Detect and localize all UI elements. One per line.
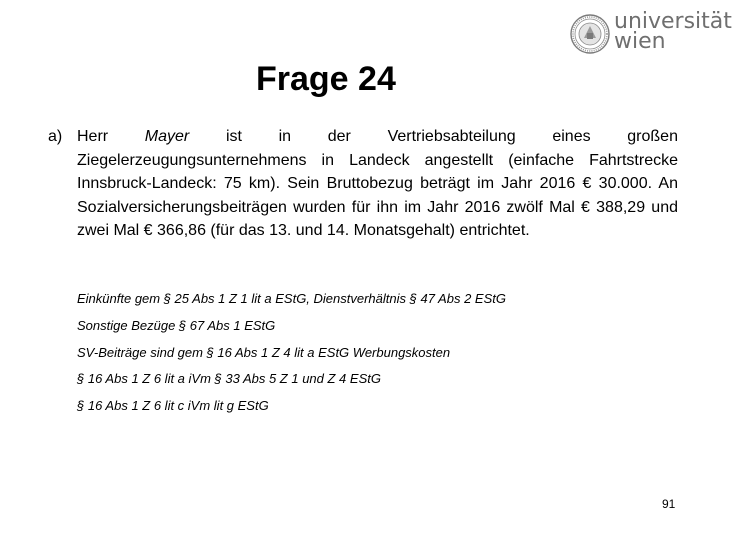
note-line: Sonstige Bezüge § 67 Abs 1 EStG xyxy=(77,317,276,333)
legal-notes xyxy=(77,290,677,424)
question-text xyxy=(77,125,678,243)
slide-title: Frage 24 xyxy=(256,60,396,98)
note-line: Einkünfte gem § 25 Abs 1 Z 1 lit a EStG, Dienstverhältnis § 47 Abs 2 EStG xyxy=(77,291,506,306)
question-block xyxy=(48,125,678,243)
question-rest: ist in der Vertriebsabteilung eines großen Ziegelerzeugungsunternehmens in Landeck angestellt (einfache Fahrtstrecke Innsbruck-Landeck: 75 km). Sein Bruttobezug beträgt im Jahr 2016 € 30.000. An Sozialversicherungsbeiträgen wurden für ihn im Jahr 2016 zwölf Mal € 388,29 und zwei Mal € 366,86 (für das 13. und 14. Monatsgehalt) entrichtet. xyxy=(77,128,678,240)
page-number: 91 xyxy=(662,497,676,511)
note-line: SV-Beiträge sind gem § 16 Abs 1 Z 4 lit a EStG Werbungskosten xyxy=(77,344,451,360)
question-marker: a) xyxy=(48,128,63,145)
logo-line-1: universität xyxy=(614,9,732,34)
university-seal-icon xyxy=(570,14,610,54)
logo-line-2: wien xyxy=(614,29,666,54)
question-name: Mayer xyxy=(144,128,190,145)
note-line: § 16 Abs 1 Z 6 lit a iVm § 33 Abs 5 Z 1 und Z 4 EStG xyxy=(77,371,381,387)
note-line: § 16 Abs 1 Z 6 lit c iVm lit g EStG xyxy=(77,398,269,413)
university-logo xyxy=(570,9,732,58)
question-pre: Herr xyxy=(77,128,109,145)
logo-wordmark xyxy=(614,9,732,54)
